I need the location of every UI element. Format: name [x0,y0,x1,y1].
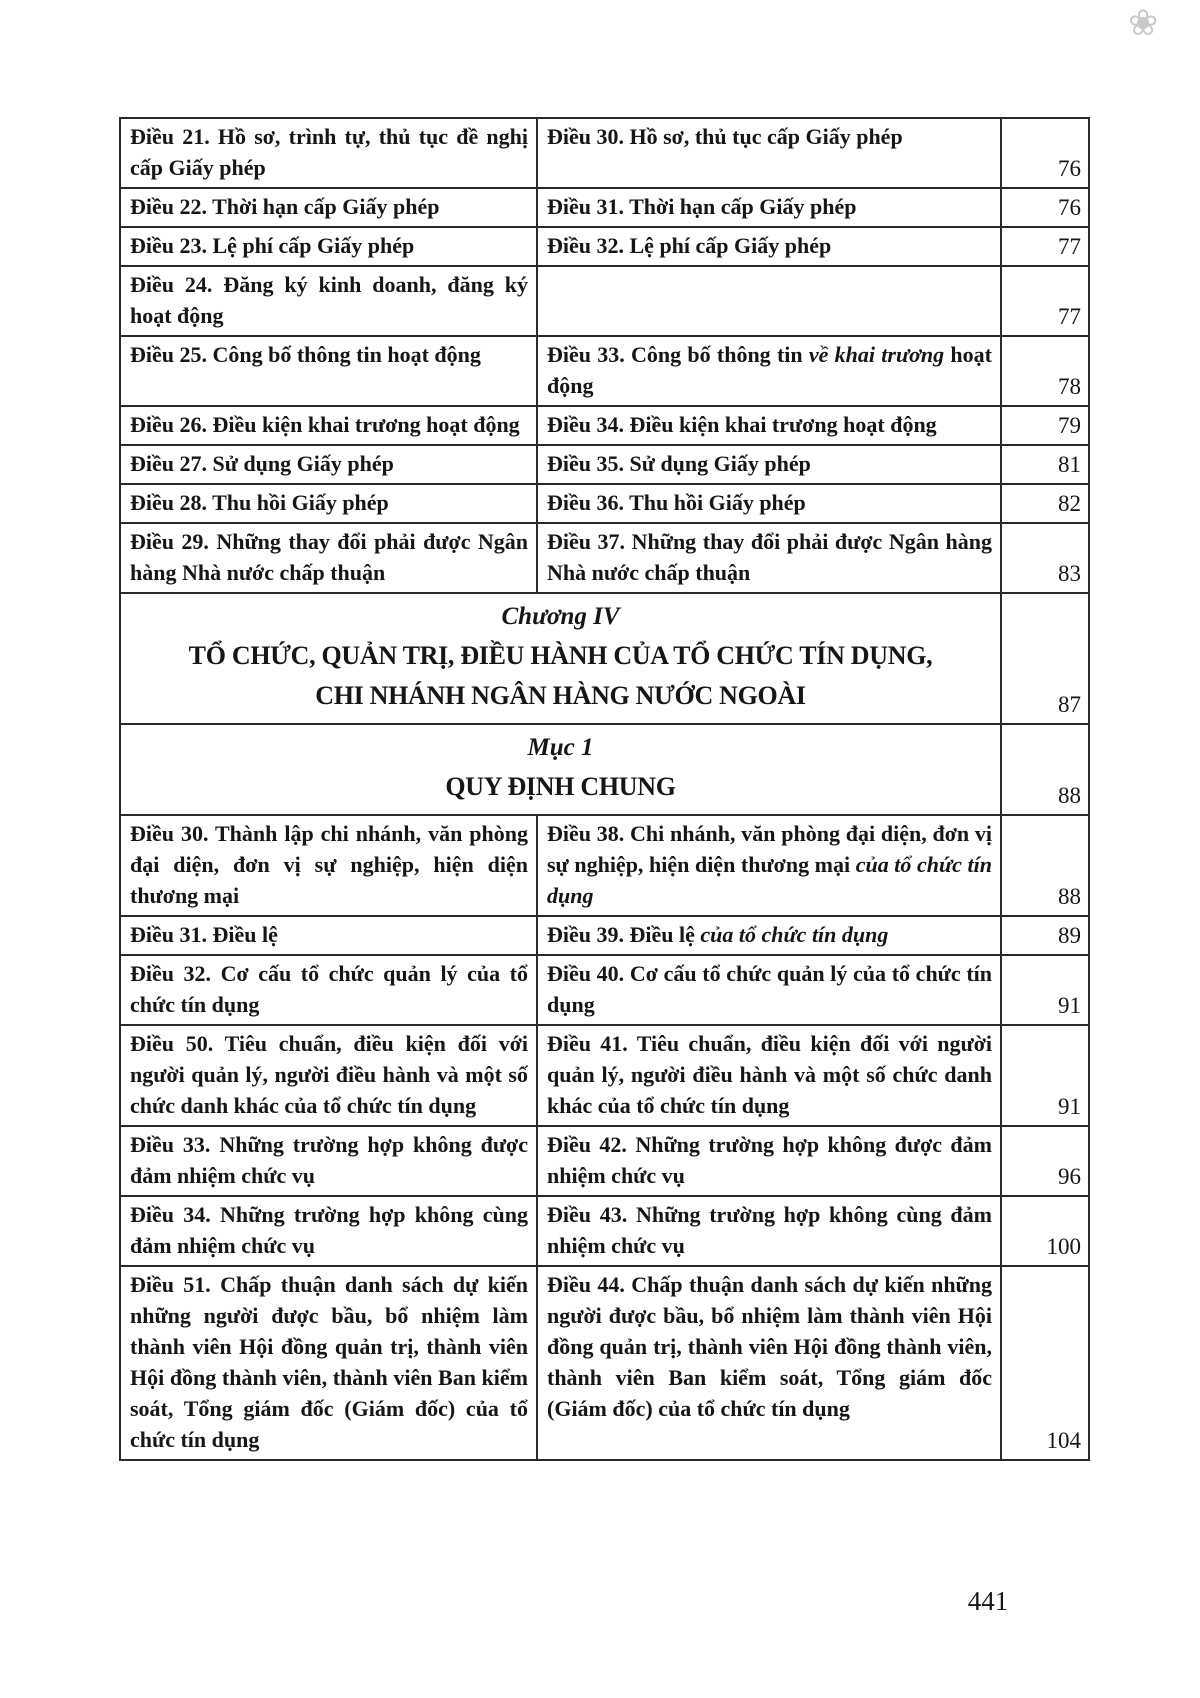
toc-entry-right [537,188,1001,227]
toc-entry-right [537,815,1001,916]
toc-text-italic-segment: của tổ chức tín dụng [547,852,992,908]
toc-entry-row [120,916,1089,955]
toc-text-segment: Điều 42. Những trường hợp không được đảm nhiệm chức vụ [547,1132,992,1188]
chapter-title: TỔ CHỨC, QUẢN TRỊ, ĐIỀU HÀNH CỦA TỔ CHỨC TÍN DỤNG, [188,641,933,670]
toc-entry-row [120,1266,1089,1460]
page-number: 441 [967,1586,1009,1616]
toc-entry-right [537,336,1001,406]
toc-entry-row [120,188,1089,227]
page-number-cell: 82 [1001,484,1089,523]
toc-entry-row [120,266,1089,336]
page-number-cell: 89 [1001,916,1089,955]
toc-entry-row [120,955,1089,1025]
toc-entry-row [120,406,1089,445]
toc-text-segment: Điều 44. Chấp thuận danh sách dự kiến những người được bầu, bổ nhiệm làm thành viên Hội đồng quản trị, thành viên Hội đồng thành viên, thành viên Ban kiểm soát, Tổng giám đốc (Giám đốc) của tổ chức tín dụng [547,1272,992,1421]
toc-entry-right [537,118,1001,188]
toc-entry-right [537,916,1001,955]
section-title: QUY ĐỊNH CHUNG [445,772,676,801]
toc-text-segment: Điều 32. Cơ cấu tổ chức quản lý của tổ chức tín dụng [130,961,528,1017]
toc-entry-right [537,1266,1001,1460]
flower-icon: ❀ [1128,3,1159,44]
toc-text-segment: Điều 28. Thu hồi Giấy phép [130,490,389,515]
toc-table [119,117,1090,1461]
toc-entry-right [537,266,1001,336]
toc-entry-row [120,445,1089,484]
toc-entry-row [120,1196,1089,1266]
toc-text-segment: Điều 32. Lệ phí cấp Giấy phép [547,233,832,258]
toc-entry-row [120,1025,1089,1126]
toc-text-segment: Điều 30. Thành lập chi nhánh, văn phòng đại diện, đơn vị sự nghiệp, hiện diện thương mại [130,821,528,908]
toc-table-body [120,118,1089,1460]
toc-text-segment: Điều 39. Điều lệ [547,922,701,947]
toc-entry-left [120,227,537,266]
toc-entry-row [120,815,1089,916]
toc-text-segment: Điều 35. Sử dụng Giấy phép [547,451,811,476]
toc-entry-left [120,1025,537,1126]
section-row [120,593,1089,724]
toc-entry-row [120,523,1089,593]
toc-entry-right [537,445,1001,484]
toc-text-segment: Điều 34. Điều kiện khai trương hoạt động [547,412,937,437]
chapter-label: Chương IV [501,603,620,630]
toc-entry-left [120,523,537,593]
toc-entry-left [120,815,537,916]
toc-entry-left [120,266,537,336]
page-number-cell: 88 [1001,815,1089,916]
toc-entry-right [537,1126,1001,1196]
toc-entry-right [537,406,1001,445]
toc-entry-left [120,118,537,188]
toc-text-segment: Điều 31. Thời hạn cấp Giấy phép [547,194,857,219]
toc-text-segment: Điều 24. Đăng ký kinh doanh, đăng ký hoạt động [130,272,528,328]
toc-text-segment: Điều 37. Những thay đổi phải được Ngân hàng Nhà nước chấp thuận [547,529,992,585]
toc-text-segment: Điều 22. Thời hạn cấp Giấy phép [130,194,440,219]
page-number-cell: 76 [1001,188,1089,227]
toc-text-segment: Điều 30. Hồ sơ, thủ tục cấp Giấy phép [547,124,903,149]
page-number-cell: 88 [1001,724,1089,815]
section-row [120,724,1089,815]
toc-entry-row [120,227,1089,266]
toc-entry-row [120,336,1089,406]
toc-text-segment: Điều 50. Tiêu chuẩn, điều kiện đối với người quản lý, người điều hành và một số chức danh khác của tổ chức tín dụng [130,1031,528,1118]
toc-text-segment: Điều 25. Công bố thông tin hoạt động [130,342,481,367]
toc-entry-left [120,1196,537,1266]
page-number-cell: 91 [1001,955,1089,1025]
page-number-cell: 77 [1001,227,1089,266]
page-number-cell: 81 [1001,445,1089,484]
toc-text-segment: hoạt động [547,342,992,398]
toc-text-segment: Điều 31. Điều lệ [130,922,278,947]
toc-entry-right [537,523,1001,593]
toc-entry-row [120,118,1089,188]
toc-entry-left [120,1126,537,1196]
toc-text-segment: Điều 33. Những trường hợp không được đảm nhiệm chức vụ [130,1132,528,1188]
page-number-cell: 76 [1001,118,1089,188]
toc-entry-right [537,484,1001,523]
toc-entry-row [120,484,1089,523]
toc-entry-left [120,336,537,406]
page-number-cell: 78 [1001,336,1089,406]
section-heading-cell [120,724,1001,815]
toc-text-segment: Điều 27. Sử dụng Giấy phép [130,451,394,476]
toc-entry-left [120,1266,537,1460]
section-label: Mục 1 [527,734,594,761]
toc-text-segment: Điều 40. Cơ cấu tổ chức quản lý của tổ chức tín dụng [547,961,992,1017]
toc-text-segment: Điều 23. Lệ phí cấp Giấy phép [130,233,415,258]
page-number-cell: 87 [1001,593,1089,724]
chapter-title: CHI NHÁNH NGÂN HÀNG NƯỚC NGOÀI [315,681,806,710]
page-number-cell: 100 [1001,1196,1089,1266]
toc-entry-left [120,916,537,955]
toc-text-italic-segment: về khai trương [808,342,945,367]
toc-entry-row [120,1126,1089,1196]
page-number-cell: 79 [1001,406,1089,445]
toc-text-segment: Điều 21. Hồ sơ, trình tự, thủ tục đề nghị cấp Giấy phép [130,124,528,180]
toc-text-segment: Điều 36. Thu hồi Giấy phép [547,490,806,515]
toc-entry-left [120,955,537,1025]
toc-text-segment: Điều 51. Chấp thuận danh sách dự kiến những người được bầu, bổ nhiệm làm thành viên Hội đồng quản trị, thành viên Hội đồng thành viên, thành viên Ban kiểm soát, Tổng giám đốc (Giám đốc) của tổ chức tín dụng [130,1272,528,1452]
toc-entry-left [120,406,537,445]
toc-text-segment: Điều 41. Tiêu chuẩn, điều kiện đối với người quản lý, người điều hành và một số chức danh khác của tổ chức tín dụng [547,1031,992,1118]
toc-entry-left [120,188,537,227]
page-number-cell: 96 [1001,1126,1089,1196]
toc-text-segment: Điều 29. Những thay đổi phải được Ngân hàng Nhà nước chấp thuận [130,529,528,585]
page-number-cell: 77 [1001,266,1089,336]
toc-entry-left [120,484,537,523]
toc-entry-right [537,227,1001,266]
toc-text-segment: Điều 34. Những trường hợp không cùng đảm nhiệm chức vụ [130,1202,528,1258]
toc-text-segment: Điều 33. Công bố thông tin [547,342,809,367]
toc-text-segment: Điều 43. Những trường hợp không cùng đảm nhiệm chức vụ [547,1202,992,1258]
toc-text-italic-segment: của tổ chức tín dụng [700,922,889,947]
page-number-cell: 83 [1001,523,1089,593]
section-heading-cell [120,593,1001,724]
toc-entry-right [537,955,1001,1025]
toc-entry-left [120,445,537,484]
toc-entry-right [537,1196,1001,1266]
page-number-cell: 104 [1001,1266,1089,1460]
toc-text-segment: Điều 38. Chi nhánh, văn phòng đại diện, đơn vị sự nghiệp, hiện diện thương mại [547,821,992,877]
toc-entry-right [537,1025,1001,1126]
page-number-cell: 91 [1001,1025,1089,1126]
toc-text-segment: Điều 26. Điều kiện khai trương hoạt động [130,412,520,437]
